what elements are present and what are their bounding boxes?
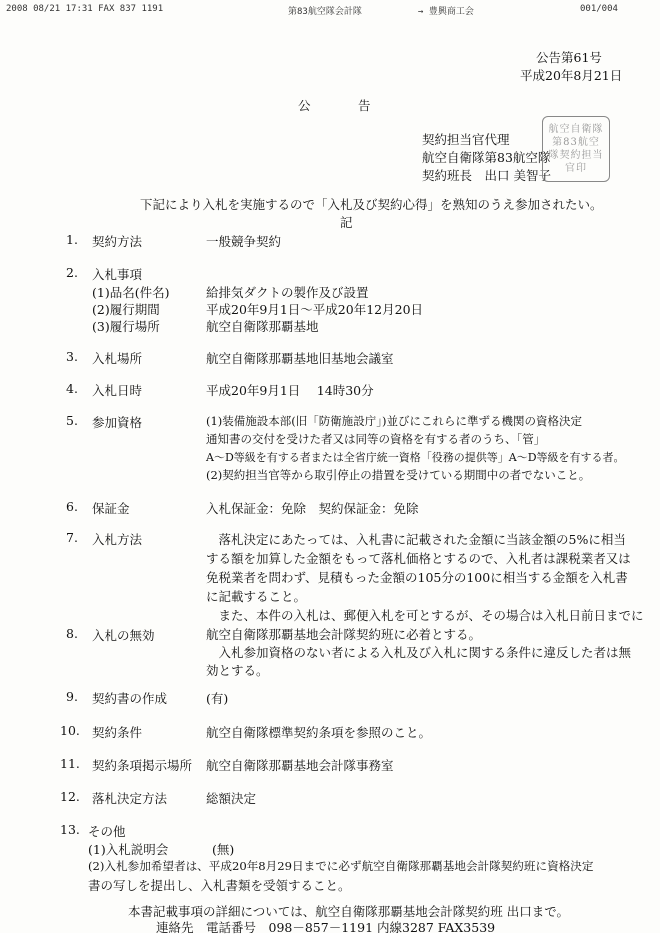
section-7-line-6: 航空自衛隊那覇基地会計隊契約班に必着とする。 bbox=[206, 627, 482, 642]
section-4-value: 平成20年9月1日 14時30分 bbox=[206, 383, 374, 398]
section-1-number: 1. bbox=[66, 232, 78, 247]
section-6-label: 保証金 bbox=[92, 501, 130, 516]
section-2-item-2-value: 平成20年9月1日～平成20年12月20日 bbox=[206, 302, 424, 317]
section-13-item-1-value: (無) bbox=[212, 842, 235, 857]
section-1-value: 一般競争契約 bbox=[206, 234, 282, 249]
section-5-line-4: (2)契約担当官等から取引停止の措置を受けている期間中の者でないこと。 bbox=[206, 468, 591, 482]
footer-contact-numbers: 連絡先 電話番号 098－857－1191 内線3287 FAX3539 bbox=[156, 920, 496, 935]
section-13-number: 13. bbox=[60, 822, 80, 837]
section-12-value: 総額決定 bbox=[206, 791, 257, 806]
section-6-number: 6. bbox=[66, 499, 78, 514]
section-12-label: 落札決定方法 bbox=[92, 791, 168, 806]
title-char-1: 公 bbox=[298, 98, 311, 113]
section-8-label: 入札の無効 bbox=[92, 628, 155, 643]
intro-text: 下記により入札を実施するので「入札及び契約心得」を熟知のうえ参加されたい。 bbox=[140, 197, 603, 212]
section-8-line-1: 入札参加資格のない者による入札及び入札に関する条件に違反した者は無 bbox=[206, 645, 632, 660]
section-2-item-1-value: 給排気ダクトの製作及び設置 bbox=[206, 285, 369, 300]
section-9-value: (有) bbox=[206, 691, 229, 706]
section-7-line-1: 落札決定にあたっては、入札書に記載された金額に当該金額の5%に相当 bbox=[206, 532, 626, 547]
section-6-value: 入札保証金：免除 契約保証金：免除 bbox=[206, 501, 419, 516]
section-3-value: 航空自衛隊那覇基地旧基地会議室 bbox=[206, 351, 394, 366]
fax-datetime: 2008 08/21 17:31 FAX 837 1191 bbox=[6, 4, 164, 14]
section-2-number: 2. bbox=[66, 265, 78, 280]
section-11-label: 契約条項掲示場所 bbox=[92, 758, 193, 773]
section-7-line-5: また、本件の入札は、郵便入札を可とするが、その場合は入札日前日までに bbox=[206, 608, 644, 623]
section-5-line-3: A～D等級を有する者または全省庁統一資格「役務の提供等」A～D等級を有する者。 bbox=[206, 451, 625, 464]
issuer-line-1: 契約担当官代理 bbox=[422, 132, 510, 147]
fax-header bbox=[0, 0, 660, 18]
section-4-number: 4. bbox=[66, 381, 78, 396]
section-3-label: 入札場所 bbox=[92, 351, 143, 366]
section-13-line-2: 書の写しを提出し、入札書類を受領すること。 bbox=[88, 878, 351, 893]
section-3-number: 3. bbox=[66, 349, 78, 364]
section-7-number: 7. bbox=[66, 530, 78, 545]
section-10-label: 契約条件 bbox=[92, 725, 143, 740]
section-13-label: その他 bbox=[88, 824, 126, 839]
section-7-line-3: 免税業者を問わず、見積もった金額の105分の100に相当する金額を入札書 bbox=[206, 570, 628, 585]
notice-date: 平成20年8月21日 bbox=[520, 68, 623, 83]
section-10-number: 10. bbox=[60, 723, 80, 738]
notice-number: 公告第61号 bbox=[536, 50, 602, 65]
fax-sender: 第83航空隊会計隊 bbox=[288, 7, 362, 17]
section-8-number: 8. bbox=[66, 626, 78, 641]
official-seal: 航空自衛隊第83航空隊契約担当官印 bbox=[542, 116, 610, 182]
section-11-value: 航空自衛隊那覇基地会計隊事務室 bbox=[206, 758, 394, 773]
issuer-line-3: 契約班長 出口 美智子 bbox=[422, 168, 551, 183]
fax-page: 001/004 bbox=[580, 4, 618, 14]
fax-recipient: → 豊興商工会 bbox=[418, 7, 474, 17]
section-5-label: 参加資格 bbox=[92, 415, 143, 430]
ki-heading: 記 bbox=[340, 215, 353, 230]
section-5-line-1: (1)装備施設本部(旧「防衛施設庁」)並びにこれらに準ずる機関の資格決定 bbox=[206, 414, 583, 428]
section-7-line-4: に記載すること。 bbox=[206, 589, 307, 604]
section-9-label: 契約書の作成 bbox=[92, 691, 168, 706]
section-2-item-3-label: (3)履行場所 bbox=[92, 319, 160, 334]
section-2-item-1-label: (1)品名(件名) bbox=[92, 285, 170, 300]
section-8-line-2: 効とする。 bbox=[206, 663, 269, 678]
section-11-number: 11. bbox=[60, 756, 80, 771]
section-13-item-1-label: (1)入札説明会 bbox=[88, 842, 169, 857]
section-7-label: 入札方法 bbox=[92, 532, 143, 547]
title-char-2: 告 bbox=[358, 98, 371, 113]
section-7-line-2: する額を加算した金額をもって落札価格とするので、入札者は課税業者又は bbox=[206, 551, 631, 566]
issuer-line-2: 航空自衛隊第83航空隊 bbox=[422, 150, 551, 165]
section-2-item-2-label: (2)履行期間 bbox=[92, 302, 160, 317]
section-5-line-2: 通知書の交付を受けた者又は同等の資格を有する者のうち、「管」 bbox=[206, 432, 546, 446]
section-2-item-3-value: 航空自衛隊那覇基地 bbox=[206, 319, 319, 334]
section-9-number: 9. bbox=[66, 689, 78, 704]
section-13-line-1: (2)入札参加希望者は、平成20年8月29日までに必ず航空自衛隊那覇基地会計隊契約班に資格決定 bbox=[88, 859, 594, 873]
section-5-number: 5. bbox=[66, 413, 78, 428]
footer-contact-note: 本書記載事項の詳細については、航空自衛隊那覇基地会計隊契約班 出口まで。 bbox=[128, 904, 569, 919]
section-4-label: 入札日時 bbox=[92, 383, 143, 398]
section-1-label: 契約方法 bbox=[92, 234, 143, 249]
section-2-label: 入札事項 bbox=[92, 267, 143, 282]
section-12-number: 12. bbox=[60, 789, 80, 804]
section-10-value: 航空自衛隊標準契約条項を参照のこと。 bbox=[206, 725, 432, 740]
